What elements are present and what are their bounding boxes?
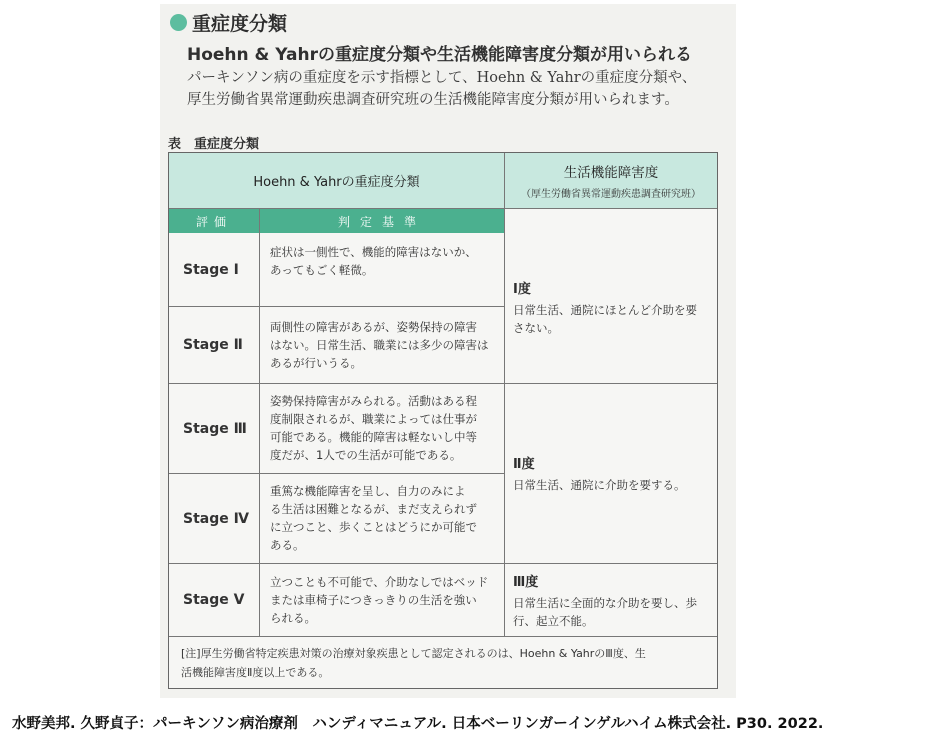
criteria-line: ある。 [270, 538, 305, 552]
header-life-function-title: 生活機能障害度 [563, 165, 659, 181]
degree-desc-line: 日常生活、通院にほとんど介助を要 [513, 303, 697, 317]
criteria-line: 度制限されるが、職業によっては仕事が [270, 412, 477, 426]
bullet-dot-icon [170, 14, 187, 31]
note-line: 活機能障害度Ⅱ度以上である。 [181, 666, 330, 679]
criteria-line: はない。日常生活、職業には多少の障害は [270, 338, 489, 352]
sub-header-criteria: 判定基準 [260, 209, 505, 233]
degree-1-name: Ⅰ度 [513, 282, 531, 297]
table-note [169, 637, 717, 688]
degree-3-name: Ⅲ度 [513, 575, 539, 590]
criteria-line: あってもごく軽微。 [270, 263, 374, 277]
stage-3-criteria [260, 384, 505, 474]
criteria-line: 立つことも不可能で、介助なしではベッド [270, 575, 489, 589]
stage-4-criteria [260, 474, 505, 564]
stage-5-label: Stage Ⅴ [169, 564, 260, 637]
citation: 水野美邦. 久野貞子：パーキンソン病治療剤 ハンディマニュアル. 日本ベーリンガーインゲルハイム株式会社. P30. 2022. [12, 716, 824, 732]
note-line: [注]厚生労働省特定疾患対策の治療対象疾患として認定されるのは、Hoehn & YahrのⅢ度、生 [181, 647, 646, 660]
table-caption: 表 重症度分類 [168, 137, 260, 152]
criteria-line: 両側性の障害があるが、姿勢保持の障害 [270, 320, 477, 334]
criteria-line: 度だが、1人での生活が可能である。 [270, 448, 462, 462]
criteria-line: 姿勢保持障害がみられる。活動はある程 [270, 394, 477, 408]
criteria-line: られる。 [270, 611, 316, 625]
stage-4-label: Stage Ⅳ [169, 474, 260, 564]
criteria-line: 重篤な機能障害を呈し、自力のみによ [270, 484, 466, 498]
sub-header-eval: 評価 [169, 209, 260, 233]
header-life-function [505, 153, 717, 209]
severity-table [168, 152, 718, 689]
degree-2-name: Ⅱ度 [513, 457, 535, 472]
stage-1-label: Stage Ⅰ [169, 233, 260, 307]
degree-desc-line: 日常生活、通院に介助を要する。 [513, 478, 686, 492]
degree-1 [505, 209, 717, 384]
header-life-function-sub: （厚生労働省異常運動疾患調査研究班） [521, 189, 701, 200]
degree-desc-line: 日常生活に全面的な介助を要し、歩 [513, 596, 697, 610]
sub-heading: Hoehn & Yahrの重症度分類や生活機能障害度分類が用いられる [187, 45, 693, 65]
header-hoehn-yahr: Hoehn & Yahrの重症度分類 [169, 153, 505, 209]
stage-5-criteria [260, 564, 505, 637]
degree-desc-line: さない。 [513, 321, 559, 335]
section-title-text: 重症度分類 [192, 12, 288, 35]
stage-3-label: Stage Ⅲ [169, 384, 260, 474]
degree-3 [505, 564, 717, 637]
degree-2 [505, 384, 717, 564]
criteria-line: あるが行いうる。 [270, 356, 362, 370]
criteria-line: 症状は一側性で、機能的障害はないか、 [270, 245, 477, 259]
section-title [170, 10, 287, 34]
stage-2-criteria [260, 307, 505, 384]
intro-line: 厚生労働省異常運動疾患調査研究班の生活機能障害度分類が用いられます。 [187, 92, 679, 108]
stage-2-label: Stage Ⅱ [169, 307, 260, 384]
criteria-line: に立つこと、歩くことはどうにか可能で [270, 520, 477, 534]
intro-paragraph [187, 67, 696, 111]
criteria-line: 可能である。機能的障害は軽ないし中等 [270, 430, 477, 444]
criteria-line: または車椅子につきっきりの生活を強い [270, 593, 477, 607]
degree-desc-line: 行、起立不能。 [513, 614, 594, 628]
intro-line: パーキンソン病の重症度を示す指標として、Hoehn & Yahrの重症度分類や、 [187, 70, 697, 86]
criteria-line: る生活は困難となるが、まだ支えられず [270, 502, 477, 516]
stage-1-criteria [260, 233, 505, 307]
